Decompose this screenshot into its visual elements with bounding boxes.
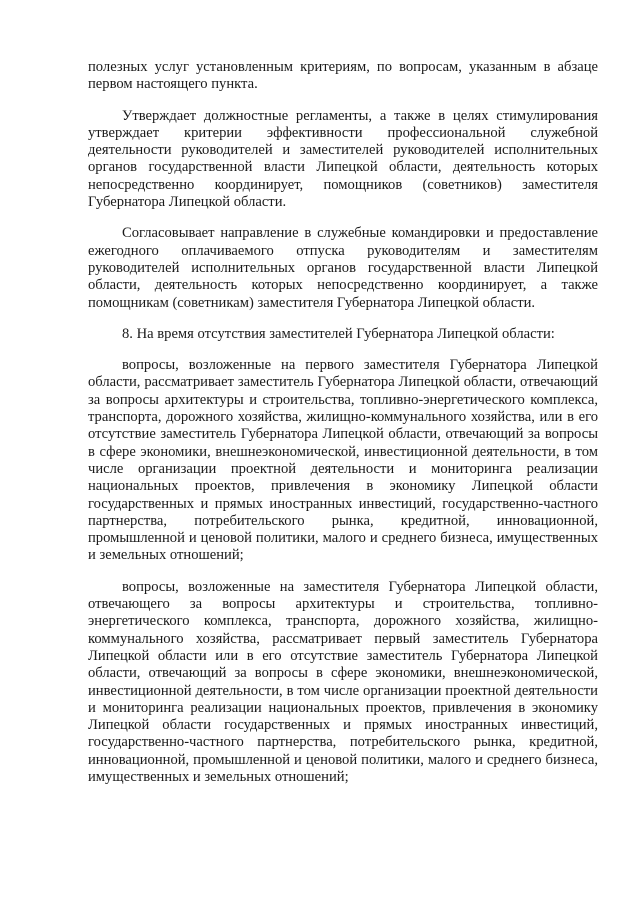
paragraph-item-8-heading: 8. На время отсутствия заместителей Губернатора Липецкой области: — [122, 325, 555, 342]
paragraph-regulations: Утверждает должностные регламенты, а также в целях стимулирования утверждает критерии эффективности профессиональной служебной деятельности руководителей и заместителей руководителей исполнительных органов государственной власти Липецкой области, деятельность которых непосредственно координирует, помощников (советников) заместителя Губернатора Липецкой области. — [88, 107, 598, 211]
document-page — [88, 59, 598, 800]
paragraph-continuation: полезных услуг установленным критериям, по вопросам, указанным в абзаце первом настоящего пункта. — [88, 59, 598, 93]
paragraph-first-deputy-absence: вопросы, возложенные на первого заместителя Губернатора Липецкой области, рассматривает заместитель Губернатора Липецкой области, отвечающий за вопросы архитектуры и строительства, топливно-энергетического комплекса, транспорта, дорожного хозяйства, жилищно-коммунального хозяйства, или в его отсутствие заместитель Губернатора Липецкой области, отвечающий за вопросы в сфере экономики, внешнеэкономической, инвестиционной деятельности, в том числе организации проектной деятельности и мониторинга реализации национальных проектов, привлечения в экономику Липецкой области государственных и прямых иностранных инвестиций, государственно-частного партнерства, потребительского рынка, кредитной, инновационной, промышленной и ценовой политики, малого и среднего бизнеса, имущественных и земельных отношений; — [88, 357, 598, 564]
paragraph-business-trips: Согласовывает направление в служебные командировки и предоставление ежегодного оплачиваемого отпуска руководителям и заместителям руководителей исполнительных органов государственной власти Липецкой области, деятельность которых непосредственно координирует, а также помощникам (советникам) заместителя Губернатора Липецкой области. — [88, 225, 598, 311]
paragraph-deputy-construction-absence: вопросы, возложенные на заместителя Губернатора Липецкой области, отвечающего за вопросы архитектуры и строительства, топливно-энергетического комплекса, транспорта, дорожного хозяйства, жилищно-коммунального хозяйства, рассматривает первый заместитель Губернатора Липецкой области или в его отсутствие заместитель Губернатора Липецкой области, отвечающий за вопросы в сфере экономики, внешнеэкономической, инвестиционной деятельности, в том числе организации проектной деятельности и мониторинга реализации национальных проектов, привлечения в экономику Липецкой области государственных и прямых иностранных инвестиций, государственно-частного партнерства, потребительского рынка, кредитной, инновационной, промышленной и ценовой политики, малого и среднего бизнеса, имущественных и земельных отношений; — [88, 578, 598, 785]
